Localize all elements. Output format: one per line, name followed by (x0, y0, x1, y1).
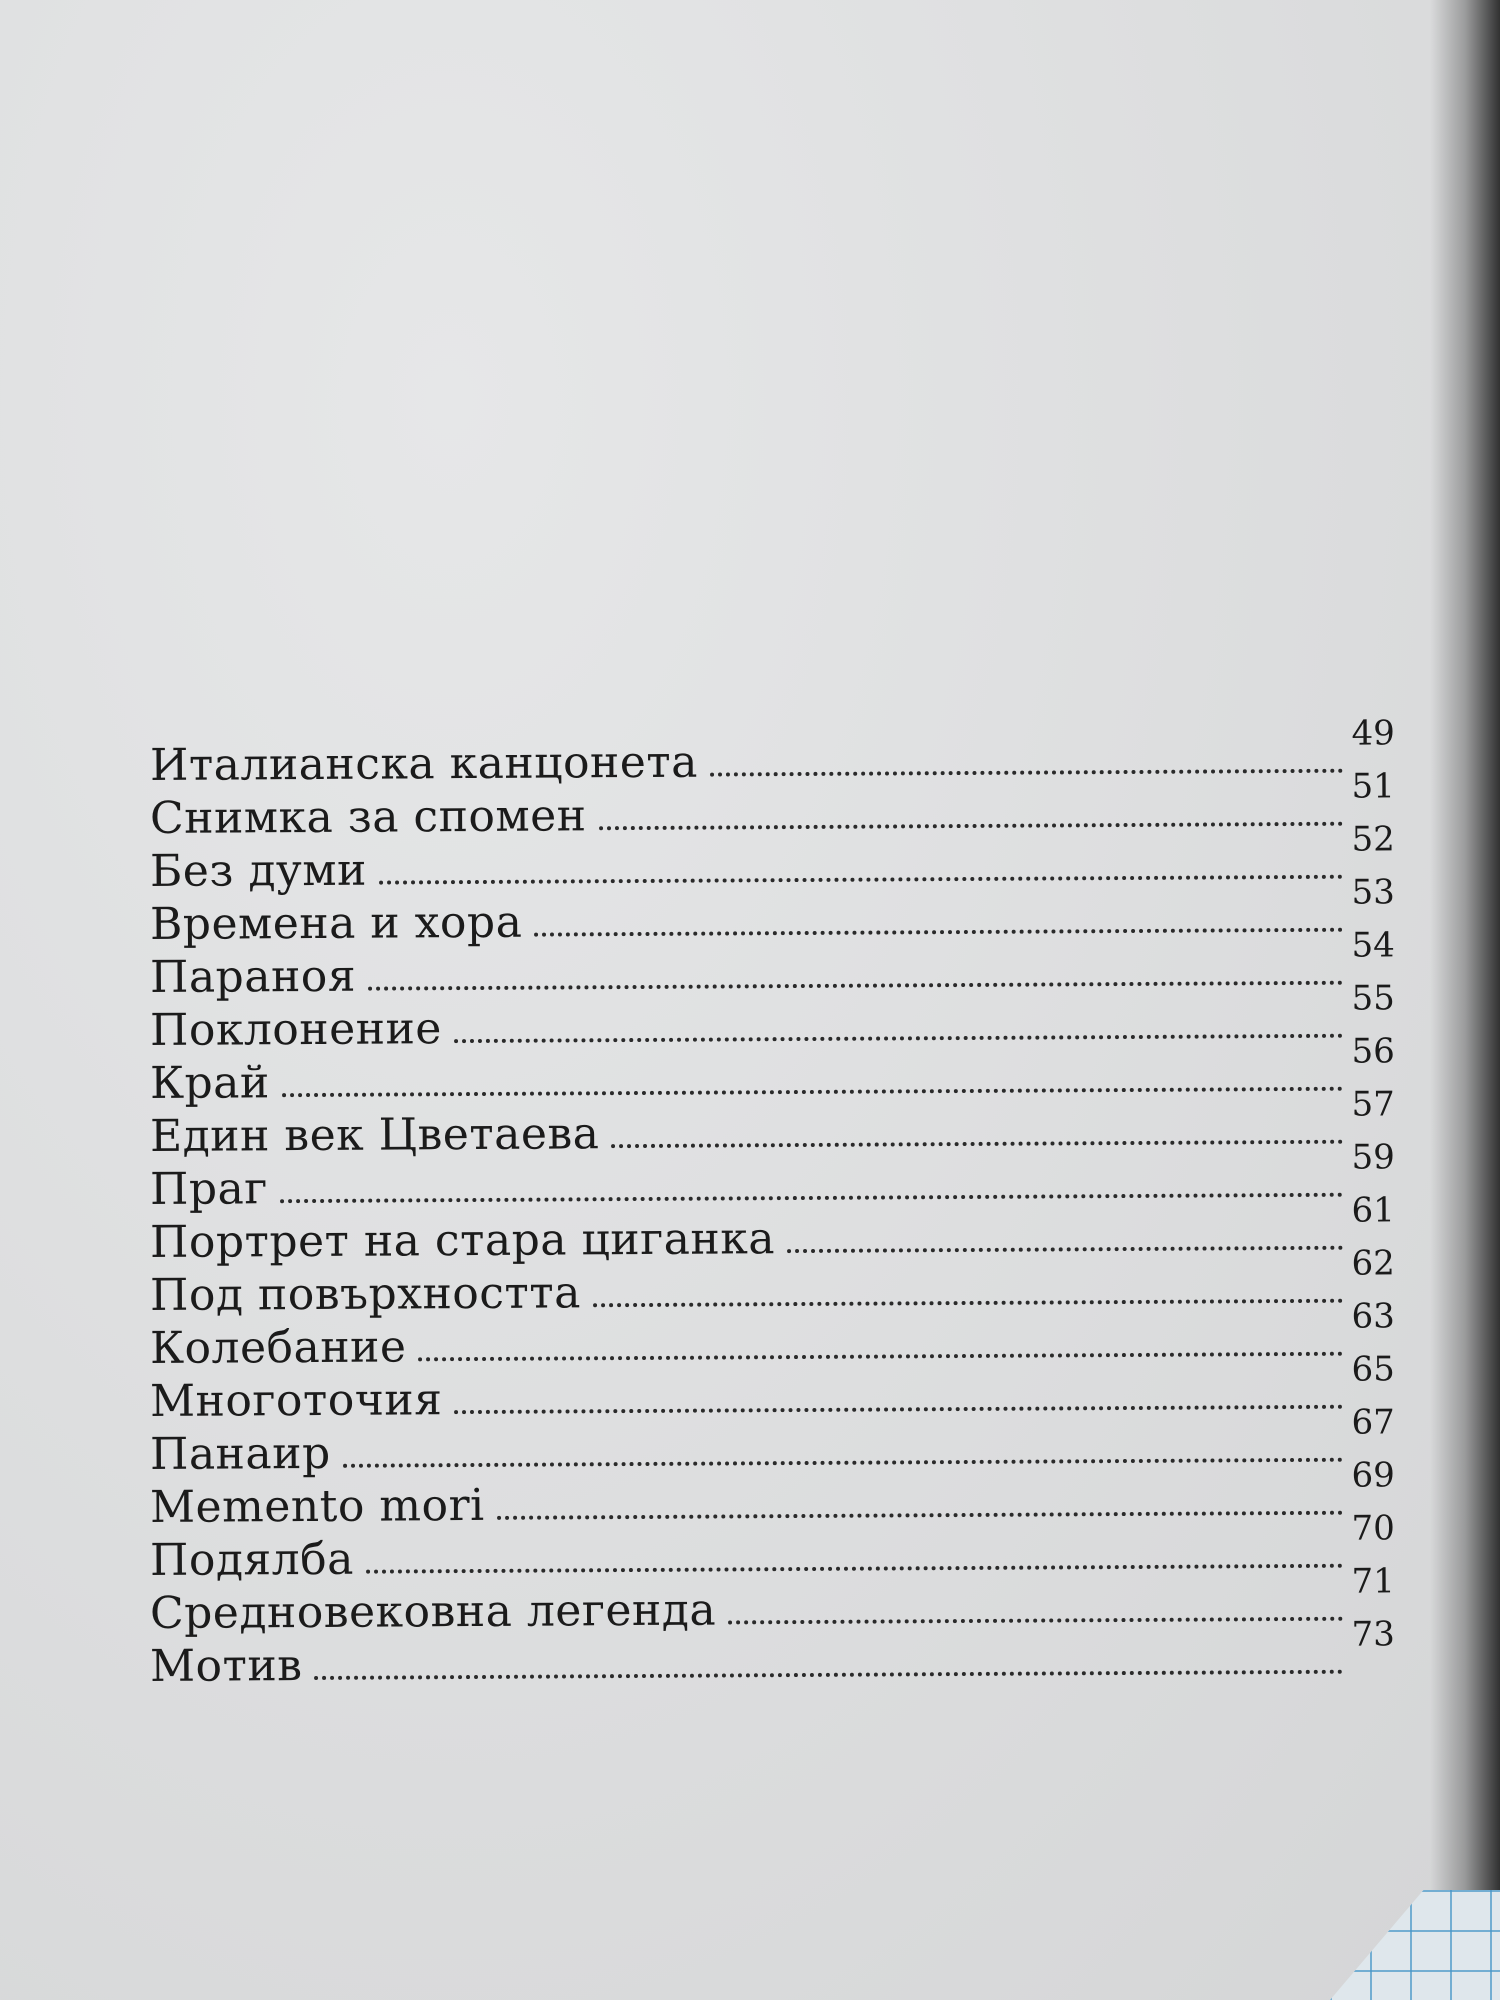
toc-leader-dots (315, 1670, 1344, 1680)
toc-entry-title: Без думи (149, 844, 368, 897)
toc-entry-page: 53 (1351, 872, 1395, 913)
toc-entry-page: 63 (1351, 1296, 1395, 1337)
toc-entry-title: Средновековна легенда (149, 1584, 717, 1639)
toc-entry-title: Под повърхността (149, 1267, 582, 1321)
toc-entry-page: 51 (1351, 766, 1395, 807)
toc-entry (149, 1031, 1395, 1111)
toc-entry-page: 71 (1351, 1561, 1395, 1602)
table-of-contents (149, 713, 1395, 1694)
toc-entry-title: Колебание (149, 1321, 407, 1374)
toc-entry-page: 56 (1351, 1031, 1395, 1072)
toc-leader-dots (454, 1034, 1343, 1043)
toc-entry (149, 872, 1395, 952)
toc-entry-title: Снимка за спомен (149, 790, 587, 844)
toc-entry-page: 54 (1351, 925, 1395, 966)
toc-entry-title: Времена и хора (149, 896, 523, 950)
toc-entry-title: Многоточия (149, 1374, 443, 1427)
toc-leader-dots (710, 769, 1343, 777)
toc-entry (149, 713, 1395, 793)
toc-leader-dots (419, 1352, 1344, 1362)
toc-entry-page: 65 (1351, 1349, 1395, 1390)
toc-entry-title: Параноя (149, 950, 357, 1003)
toc-entry-title: Панаир (149, 1427, 331, 1480)
toc-entry (149, 925, 1395, 1005)
toc-entry-page: 73 (1351, 1614, 1395, 1655)
toc-leader-dots (534, 928, 1343, 937)
toc-entry (149, 1402, 1395, 1482)
toc-leader-dots (282, 1087, 1343, 1097)
toc-entry-page: 52 (1351, 819, 1395, 860)
toc-leader-dots (497, 1511, 1343, 1520)
toc-leader-dots (454, 1405, 1343, 1414)
toc-entry-page: 62 (1351, 1243, 1395, 1284)
toc-entry-title: Поклонение (149, 1003, 443, 1056)
toc-leader-dots (612, 1140, 1344, 1148)
toc-entry-page: 49 (1351, 713, 1395, 754)
toc-leader-dots (368, 981, 1343, 991)
toc-entry (149, 978, 1395, 1058)
toc-entry-title: Праг (149, 1163, 268, 1215)
toc-entry (149, 819, 1395, 899)
toc-entry-page: 55 (1351, 978, 1395, 1019)
book-spine-shadow (1430, 0, 1500, 2000)
toc-leader-dots (599, 822, 1343, 831)
toc-entry-title: Мотив (149, 1640, 303, 1692)
toc-entry-page: 57 (1351, 1084, 1395, 1125)
toc-entry (149, 1137, 1395, 1217)
toc-entry-page: 67 (1351, 1402, 1395, 1443)
toc-entry-page: 59 (1351, 1137, 1395, 1178)
toc-entry (149, 1455, 1395, 1535)
toc-entry (149, 1296, 1395, 1376)
toc-leader-dots (787, 1246, 1343, 1253)
toc-entry (149, 1614, 1395, 1694)
toc-entry-page: 61 (1351, 1190, 1395, 1231)
toc-entry (149, 1243, 1395, 1323)
toc-leader-dots (728, 1617, 1343, 1625)
toc-entry (149, 1084, 1395, 1164)
toc-entry (149, 1349, 1395, 1429)
toc-entry-title: Портрет на стара циганка (149, 1213, 776, 1268)
toc-leader-dots (593, 1299, 1343, 1308)
toc-entry-page: 69 (1351, 1455, 1395, 1496)
toc-entry-title: Memento mori (149, 1479, 485, 1533)
toc-entry-page: 70 (1351, 1508, 1395, 1549)
toc-entry-title: Италианска канцонета (149, 736, 699, 791)
toc-leader-dots (366, 1564, 1343, 1574)
toc-entry (149, 1190, 1395, 1270)
toc-entry-title: Край (149, 1057, 270, 1109)
toc-leader-dots (343, 1458, 1343, 1468)
toc-entry (149, 1508, 1395, 1588)
toc-entry-title: Подялба (149, 1533, 355, 1586)
toc-leader-dots (379, 875, 1343, 885)
toc-entry (149, 1561, 1395, 1641)
toc-entry (149, 766, 1395, 846)
toc-entry-title: Един век Цветаева (149, 1108, 600, 1162)
toc-leader-dots (280, 1193, 1343, 1203)
